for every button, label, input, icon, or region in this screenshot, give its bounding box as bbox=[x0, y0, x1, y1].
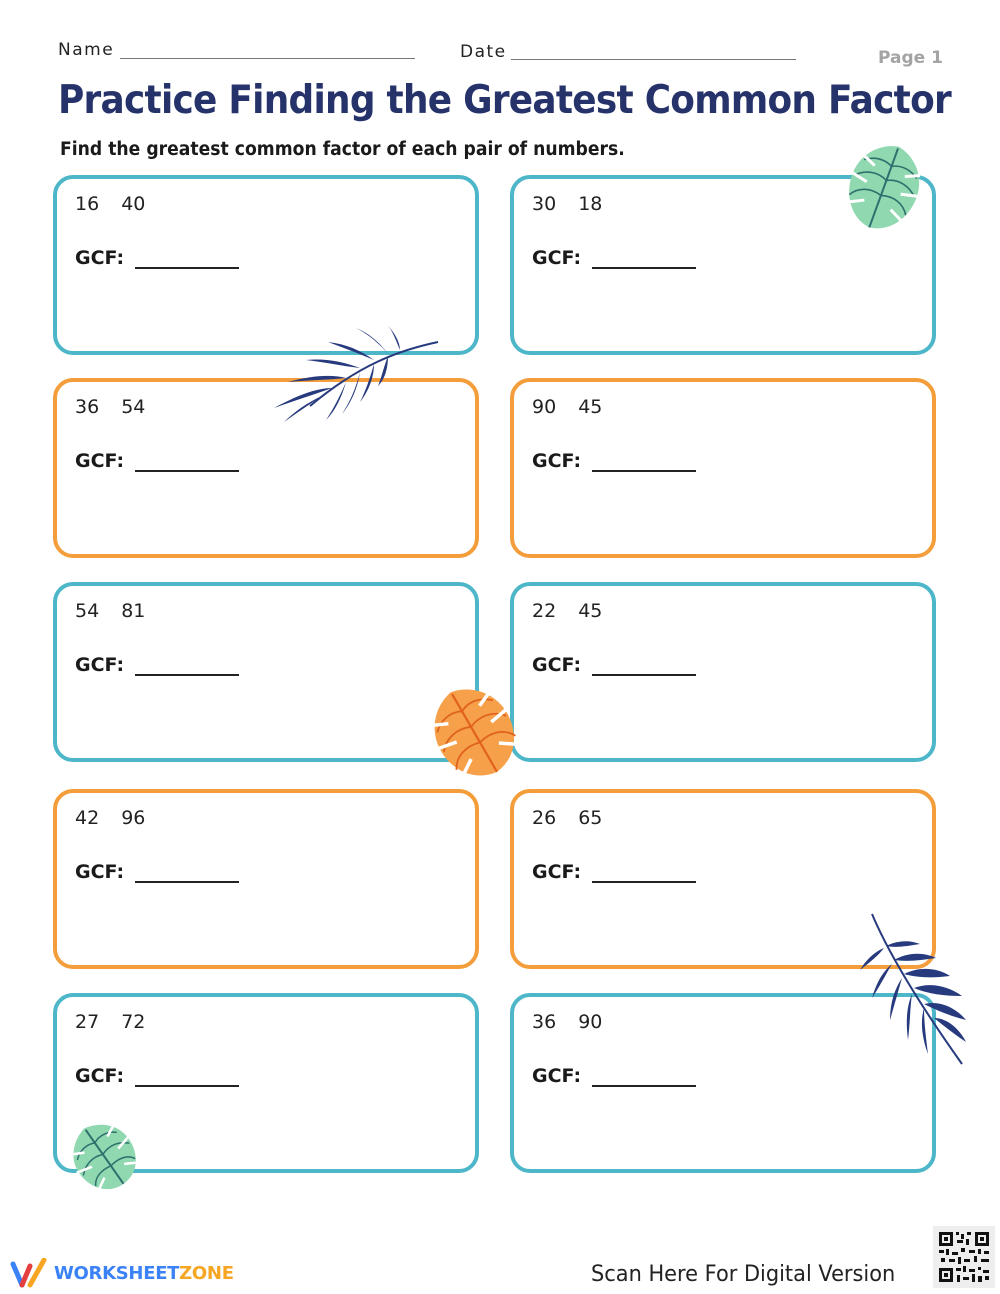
gcf-label: GCF: bbox=[75, 247, 125, 269]
gcf-answer-line[interactable] bbox=[592, 470, 696, 472]
number-a: 27 bbox=[75, 1011, 100, 1033]
problem-card-9 bbox=[53, 993, 479, 1173]
number-a: 22 bbox=[532, 600, 557, 622]
scan-text: Scan Here For Digital Version bbox=[591, 1262, 896, 1287]
name-input-line[interactable] bbox=[120, 58, 415, 59]
number-b: 45 bbox=[578, 600, 603, 622]
number-pair bbox=[75, 807, 145, 829]
page-number: Page 1 bbox=[878, 48, 943, 68]
number-a: 36 bbox=[75, 396, 100, 418]
gcf-answer-line[interactable] bbox=[135, 881, 239, 883]
gcf-label: GCF: bbox=[532, 654, 582, 676]
gcf-label: GCF: bbox=[75, 1065, 125, 1087]
gcf-answer-line[interactable] bbox=[135, 470, 239, 472]
number-b: 96 bbox=[121, 807, 146, 829]
gcf-label: GCF: bbox=[532, 247, 582, 269]
number-b: 65 bbox=[578, 807, 603, 829]
gcf-label: GCF: bbox=[75, 654, 125, 676]
number-b: 90 bbox=[578, 1011, 603, 1033]
problem-card-3 bbox=[53, 378, 479, 558]
worksheet-zone-logo-icon bbox=[10, 1258, 48, 1288]
logo-word-worksheet: WORKSHEET bbox=[54, 1262, 180, 1284]
number-b: 40 bbox=[121, 193, 146, 215]
gcf-answer-line[interactable] bbox=[592, 881, 696, 883]
number-pair bbox=[532, 396, 602, 418]
number-a: 16 bbox=[75, 193, 100, 215]
number-pair bbox=[75, 396, 145, 418]
qr-code-icon[interactable] bbox=[933, 1226, 995, 1288]
problem-card-7 bbox=[53, 789, 479, 969]
gcf-label: GCF: bbox=[532, 1065, 582, 1087]
page-title: Practice Finding the Greatest Common Factor bbox=[58, 78, 951, 123]
number-b: 18 bbox=[578, 193, 603, 215]
number-a: 36 bbox=[532, 1011, 557, 1033]
logo-word-zone: ZONE bbox=[179, 1262, 234, 1284]
problem-card-2 bbox=[510, 175, 936, 355]
number-pair bbox=[532, 807, 602, 829]
gcf-label: GCF: bbox=[75, 861, 125, 883]
gcf-answer-line[interactable] bbox=[135, 1085, 239, 1087]
number-a: 54 bbox=[75, 600, 100, 622]
gcf-answer-line[interactable] bbox=[592, 267, 696, 269]
number-b: 81 bbox=[121, 600, 146, 622]
number-pair bbox=[532, 1011, 602, 1033]
date-label: Date bbox=[460, 42, 507, 62]
number-a: 90 bbox=[532, 396, 557, 418]
number-a: 26 bbox=[532, 807, 557, 829]
worksheet-zone-logo[interactable] bbox=[10, 1258, 234, 1288]
gcf-answer-line[interactable] bbox=[592, 674, 696, 676]
problem-card-6 bbox=[510, 582, 936, 762]
number-a: 42 bbox=[75, 807, 100, 829]
number-pair bbox=[75, 193, 145, 215]
instructions: Find the greatest common factor of each pair of numbers. bbox=[60, 139, 625, 160]
problem-card-1 bbox=[53, 175, 479, 355]
number-a: 30 bbox=[532, 193, 557, 215]
number-b: 72 bbox=[121, 1011, 146, 1033]
problem-card-8 bbox=[510, 789, 936, 969]
logo-text bbox=[54, 1263, 234, 1284]
number-b: 54 bbox=[121, 396, 146, 418]
gcf-label: GCF: bbox=[532, 861, 582, 883]
gcf-label: GCF: bbox=[75, 450, 125, 472]
problem-card-4 bbox=[510, 378, 936, 558]
number-b: 45 bbox=[578, 396, 603, 418]
number-pair bbox=[532, 600, 602, 622]
gcf-answer-line[interactable] bbox=[135, 674, 239, 676]
problem-card-10 bbox=[510, 993, 936, 1173]
gcf-answer-line[interactable] bbox=[135, 267, 239, 269]
date-input-line[interactable] bbox=[511, 59, 796, 60]
number-pair bbox=[75, 600, 145, 622]
gcf-label: GCF: bbox=[532, 450, 582, 472]
number-pair bbox=[75, 1011, 145, 1033]
number-pair bbox=[532, 193, 602, 215]
problem-card-5 bbox=[53, 582, 479, 762]
name-label: Name bbox=[58, 40, 115, 60]
gcf-answer-line[interactable] bbox=[592, 1085, 696, 1087]
